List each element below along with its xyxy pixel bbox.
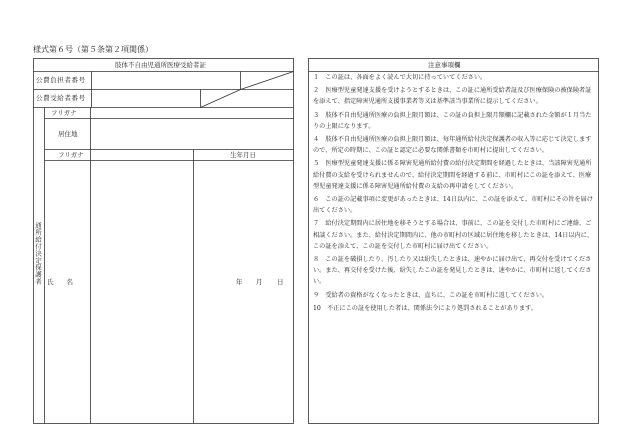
note-item-1: １ この証は、各面をよく読んで大切に持っていてください。 xyxy=(313,74,487,81)
form-number: 様式第６号（第５条第２項関係） xyxy=(33,45,153,54)
note-item-2: ２ 医療型児童発達支援を受けようとするときは、この証に通所受給者証及び医療保険の被保険者証を添えて、指定障害児通所支援事業者等又は基準該当事業所に提示してください。 xyxy=(313,87,592,106)
furigana-label-name: フリガナ xyxy=(58,151,84,159)
address-label: 居住地 xyxy=(58,130,78,138)
name-label: 氏 名 xyxy=(47,278,73,286)
birth-month-label: 月 xyxy=(256,278,263,286)
note-item-6: ６ この証の記載事項に変更があったときは、14日以内に、この証を添えて、市町村にその旨を届け出てください。 xyxy=(313,196,593,215)
note-item-9: ９ 受給者の資格がなくなったときは、直ちに、この証を市町村に返してください。 xyxy=(313,291,549,299)
note-item-7: ７ 給付決定期間内に居住地を移そうとする場合は、事前に、この証を交付した市町村にご連絡、ご相談ください。また、給付決定期間内に、他の市町村の区域に居住地を移したときは、14日以内に、この証を添えて、この証を交付した市町村に届け出てください。 xyxy=(313,220,594,250)
recipient-number-label: 公費受給者番号 xyxy=(36,94,86,102)
birthdate-label: 生年月日 xyxy=(230,151,256,159)
notes-list xyxy=(311,72,596,314)
furigana-label-address: フリガナ xyxy=(51,109,77,117)
birth-year-label: 年 xyxy=(236,278,243,286)
note-item-10: 10 不正にこの証を使用した者は、関係法令により処罰されることがあります。 xyxy=(313,304,537,312)
note-item-4: ４ 肢体不自由児通所医療の負担上限月額は、毎年通所給付決定保護者の収入等に応じて決定しますので、所定の時期に、この証と認定に必要な関係書類を市町村に提出してください。 xyxy=(313,136,592,155)
notes-title: 注意事項欄 xyxy=(428,61,461,69)
note-item-5: ５ 医療型児童発達支援に係る障害児通所給付費の給付決定期間を経過したときは、当該障害児通所給付費の支給を受けられませんので、給付決定期間を経過する前に、市町村にこの証を添えて、医療型児童発達支援に係る障害児通所給付費の支給の再申請をしてください。 xyxy=(313,160,592,190)
guardian-side-label: 通所給付決定保護者 xyxy=(34,222,42,285)
birth-day-label: 日 xyxy=(277,278,284,286)
payer-number-label: 公費負担者番号 xyxy=(36,76,86,84)
note-item-3: ３ 肢体不自由児通所医療の負担上限月額は、この証の負担上限月額欄に記載された金額が１月当たりの上限になります。 xyxy=(313,111,592,130)
note-item-8: ８ この証を破損したり、汚したり又は紛失したときは、速やかに届け出て、再交付を受けてください。また、再交付を受けた後、紛失したこの証を発見したときは、速やかに、市町村に返してください。 xyxy=(313,256,592,286)
certificate-title: 肢体不自由児通所医療受給者証 xyxy=(115,61,206,69)
